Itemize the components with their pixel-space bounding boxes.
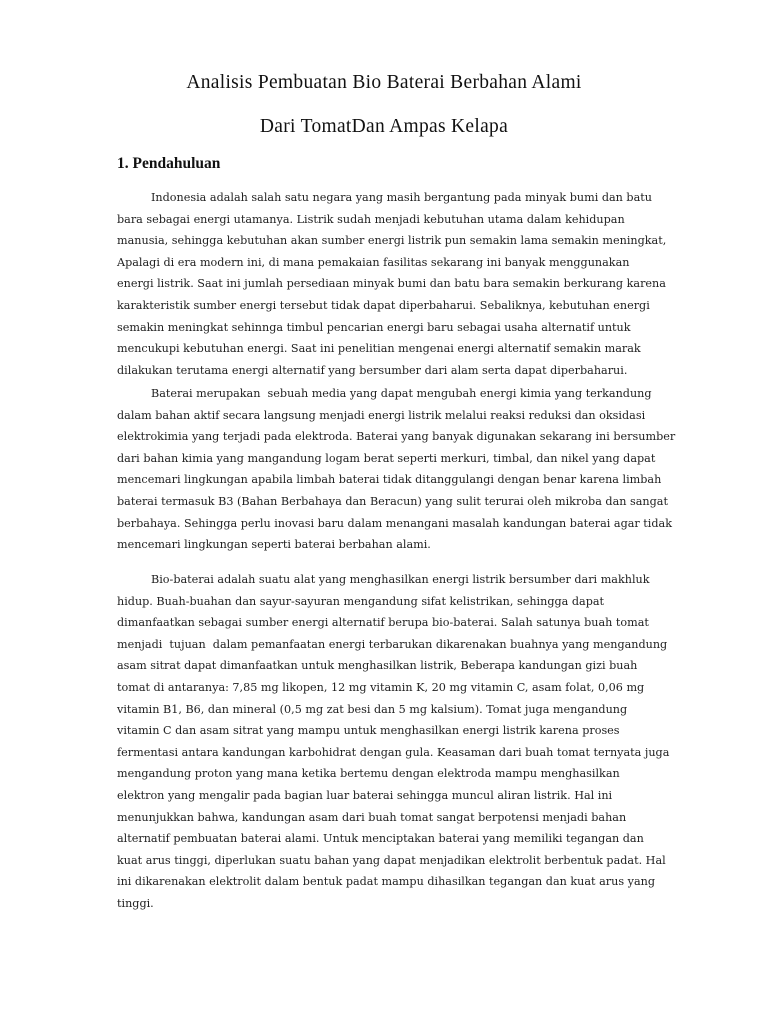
paragraph-line: kuat arus tinggi, diperlukan suatu bahan yang dapat menjadikan elektrolit berbentuk padat. Hal — [117, 853, 666, 867]
paragraph-line: tinggi. — [117, 896, 154, 910]
paragraph-line: mencemari lingkungan seperti baterai berbahan alami. — [117, 538, 431, 552]
paragraph-line: vitamin B1, B6, dan mineral (0,5 mg zat besi dan 5 mg kalsium). Tomat juga mengandung — [117, 702, 628, 716]
paragraph-line: energi listrik. Saat ini jumlah persediaan minyak bumi dan batu bara semakin berkurang karena — [117, 277, 666, 291]
document-title-line-1: Analisis Pembuatan Bio Baterai Berbahan Alami — [186, 72, 582, 93]
paragraph-line: menunjukkan bahwa, kandungan asam dari buah tomat sangat berpotensi menjadi bahan — [117, 810, 627, 824]
section-heading: 1. Pendahuluan — [117, 155, 221, 172]
paragraph-line: karakteristik sumber energi tersebut tidak dapat diperbaharui. Sebaliknya, kebutuhan energi — [117, 298, 650, 312]
paragraph-line: fermentasi antara kandungan karbohidrat dengan gula. Keasaman dari buah tomat ternyata juga — [117, 745, 670, 759]
paragraph-line: tomat di antaranya: 7,85 mg likopen, 12 mg vitamin K, 20 mg vitamin C, asam folat, 0,06 mg — [117, 680, 645, 694]
paragraph-line: Indonesia adalah salah satu negara yang masih bergantung pada minyak bumi dan batu — [151, 191, 652, 204]
paragraph-line: menjadi tujuan dalam pemanfaatan energi terbarukan dikarenakan buahnya yang mengandung — [117, 637, 668, 651]
paragraph-line: bara sebagai energi utamanya. Listrik sudah menjadi kebutuhan utama dalam kehidupan — [117, 212, 625, 226]
paragraph-line: dalam bahan aktif secara langsung menjadi energi listrik melalui reaksi reduksi dan oksidasi — [117, 408, 646, 422]
paragraph-line: berbahaya. Sehingga perlu inovasi baru dalam menangani masalah kandungan baterai agar tidak — [117, 516, 672, 530]
paragraph-3 — [117, 569, 677, 915]
paragraph-line: manusia, sehingga kebutuhan akan sumber energi listrik pun semakin lama semakin meningkat, — [117, 234, 667, 248]
paragraph-line: vitamin C dan asam sitrat yang mampu untuk menghasilkan energi listrik karena proses — [117, 724, 620, 738]
paragraph-line: semakin meningkat sehinnga timbul pencarian energi baru sebagai usaha alternatif untuk — [117, 320, 631, 334]
paragraph-2 — [117, 383, 677, 556]
paragraph-line: Baterai merupakan sebuah media yang dapat mengubah energi kimia yang terkandung — [151, 387, 652, 400]
paragraph-line: Apalagi di era modern ini, di mana pemakaian fasilitas sekarang ini banyak menggunakan — [117, 255, 630, 269]
paragraph-line: mencukupi kebutuhan energi. Saat ini penelitian mengenai energi alternatif semakin marak — [117, 342, 641, 356]
document-title-line-2: Dari TomatDan Ampas Kelapa — [259, 116, 509, 137]
paragraph-1 — [117, 187, 677, 381]
paragraph-line: alternatif pembuatan baterai alami. Untuk menciptakan baterai yang memiliki tegangan dan — [117, 832, 644, 846]
paragraph-line: baterai termasuk B3 (Bahan Berbahaya dan Beracun) yang sulit terurai oleh mikroba dan sangat — [117, 494, 668, 508]
paragraph-line: mengandung proton yang mana ketika bertemu dengan elektroda mampu menghasilkan — [117, 767, 620, 781]
paragraph-line: asam sitrat dapat dimanfaatkan untuk menghasilkan listrik, Beberapa kandungan gizi buah — [117, 659, 638, 673]
paragraph-line: dari bahan kimia yang mangandung logam berat seperti merkuri, timbal, dan nikel yang dapat — [117, 451, 656, 465]
paragraph-line: mencemari lingkungan apabila limbah baterai tidak ditanggulangi dengan benar karena limbah — [117, 473, 662, 487]
paragraph-line: elektrokimia yang terjadi pada elektroda. Baterai yang banyak digunakan sekarang ini bersumber — [117, 430, 676, 444]
paragraph-line: ini dikarenakan elektrolit dalam bentuk padat mampu dihasilkan tegangan dan kuat arus yang — [117, 875, 655, 889]
paragraph-line: hidup. Buah-buahan dan sayur-sayuran mengandung sifat kelistrikan, sehingga dapat — [117, 594, 605, 608]
paragraph-line: dilakukan terutama energi alternatif yang bersumber dari alam serta dapat diperbaharui. — [117, 363, 628, 377]
paragraph-line: elektron yang mengalir pada bagian luar baterai sehingga muncul aliran listrik. Hal ini — [117, 788, 613, 802]
paragraph-line: dimanfaatkan sebagai sumber energi alternatif berupa bio-baterai. Salah satunya buah tomat — [117, 616, 649, 630]
paragraph-line: Bio-baterai adalah suatu alat yang menghasilkan energi listrik bersumber dari makhluk — [151, 573, 650, 586]
